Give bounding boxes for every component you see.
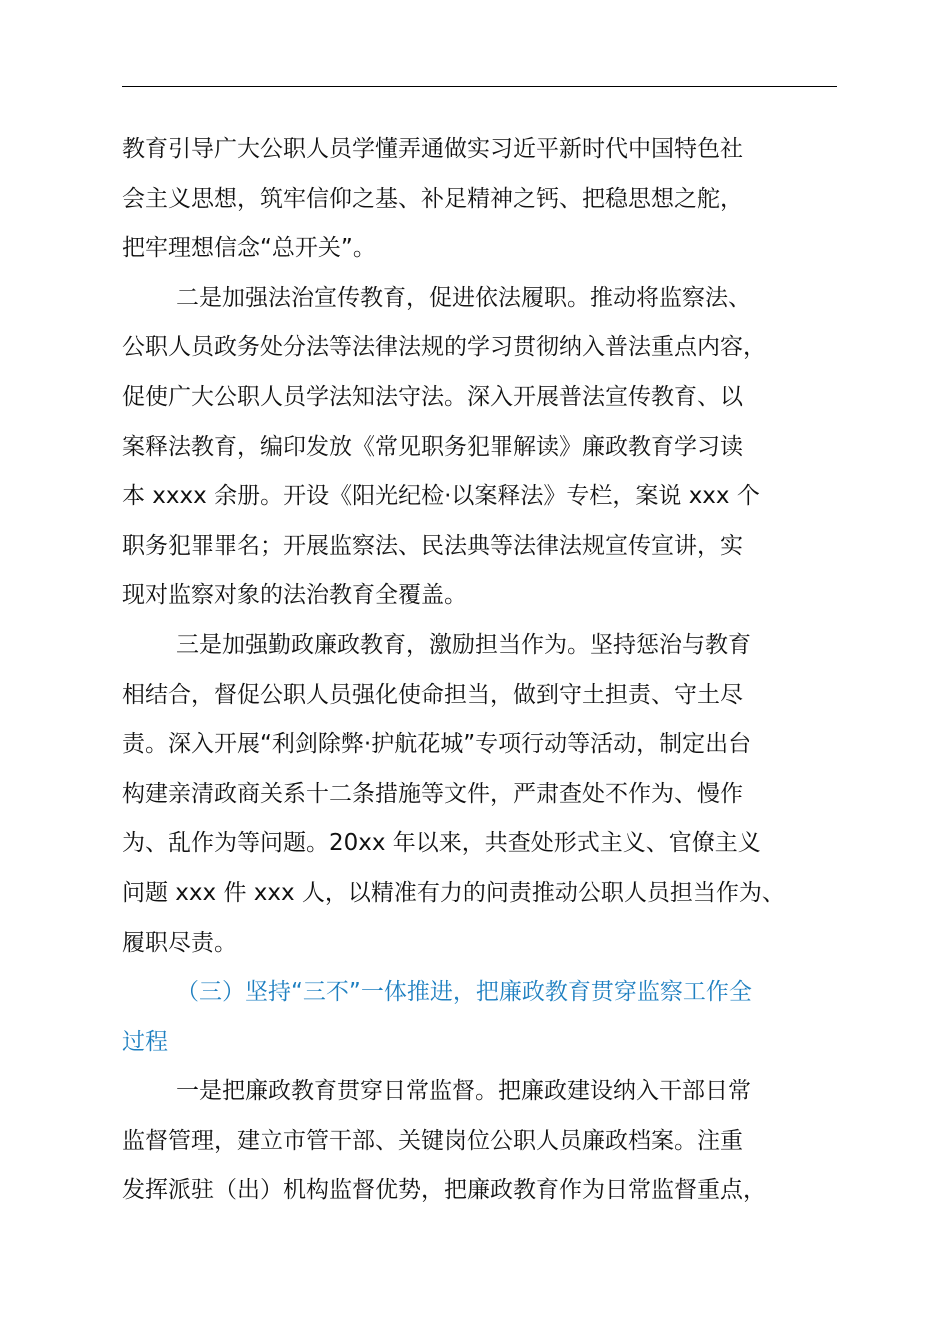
paragraph-diligence-education [122,621,842,968]
paragraph-daily-supervision [122,1067,842,1216]
text-line: 履职尽责。 [122,929,237,956]
text-line: 职务犯罪罪名；开展监察法、民法典等法律法规宣传宣讲，实 [122,532,743,559]
text-line: 公职人员政务处分法等法律法规的学习贯彻纳入普法重点内容， [122,334,766,361]
document-body [122,125,842,1216]
text-line: 本 xxxx 余册。开设《阳光纪检·以案释法》专栏，案说 xxx 个 [122,483,760,510]
text-line: 会主义思想，筑牢信仰之基、补足精神之钙、把稳思想之舵， [122,185,743,212]
text-line: 案释法教育，编印发放《常见职务犯罪解读》廉政教育学习读 [122,433,743,460]
text-line: 构建亲清政商关系十二条措施等文件，严肃查处不作为、慢作 [122,780,743,807]
text-line: 促使广大公职人员学法知法守法。深入开展普法宣传教育、以 [122,383,743,410]
text-line: 三是加强勤政廉政教育，激励担当作为。坚持惩治与教育 [176,631,751,658]
text-line: 问题 xxx 件 xxx 人，以精准有力的问责推动公职人员担当作为、 [122,879,785,906]
text-line: 二是加强法治宣传教育，促进依法履职。推动将监察法、 [176,284,751,311]
text-line: 教育引导广大公职人员学懂弄通做实习近平新时代中国特色社 [122,136,743,162]
text-line: 一是把廉政教育贯穿日常监督。把廉政建设纳入干部日常 [176,1078,751,1105]
text-line: 监督管理，建立市管干部、关键岗位公职人员廉政档案。注重 [122,1127,743,1154]
heading-line: 过程 [122,1028,168,1055]
text-line: 把牢理想信念“总开关”。 [122,235,376,262]
text-line: 现对监察对象的法治教育全覆盖。 [122,582,467,609]
text-line: 责。深入开展“利剑除弊·护航花城”专项行动等活动，制定出台 [122,731,752,758]
text-line: 相结合，督促公职人员强化使命担当，做到守土担责、守土尽 [122,681,743,708]
heading-line: （三）坚持“三不”一体推进，把廉政教育贯穿监察工作全 [176,979,752,1006]
text-line: 为、乱作为等问题。20xx 年以来，共查处形式主义、官僚主义 [122,830,761,857]
text-line: 发挥派驻（出）机构监督优势，把廉政教育作为日常监督重点， [122,1177,766,1204]
header-rule [122,86,837,87]
section-heading [122,968,842,1067]
paragraph-legal-education [122,274,842,621]
paragraph-continuation [122,125,842,274]
